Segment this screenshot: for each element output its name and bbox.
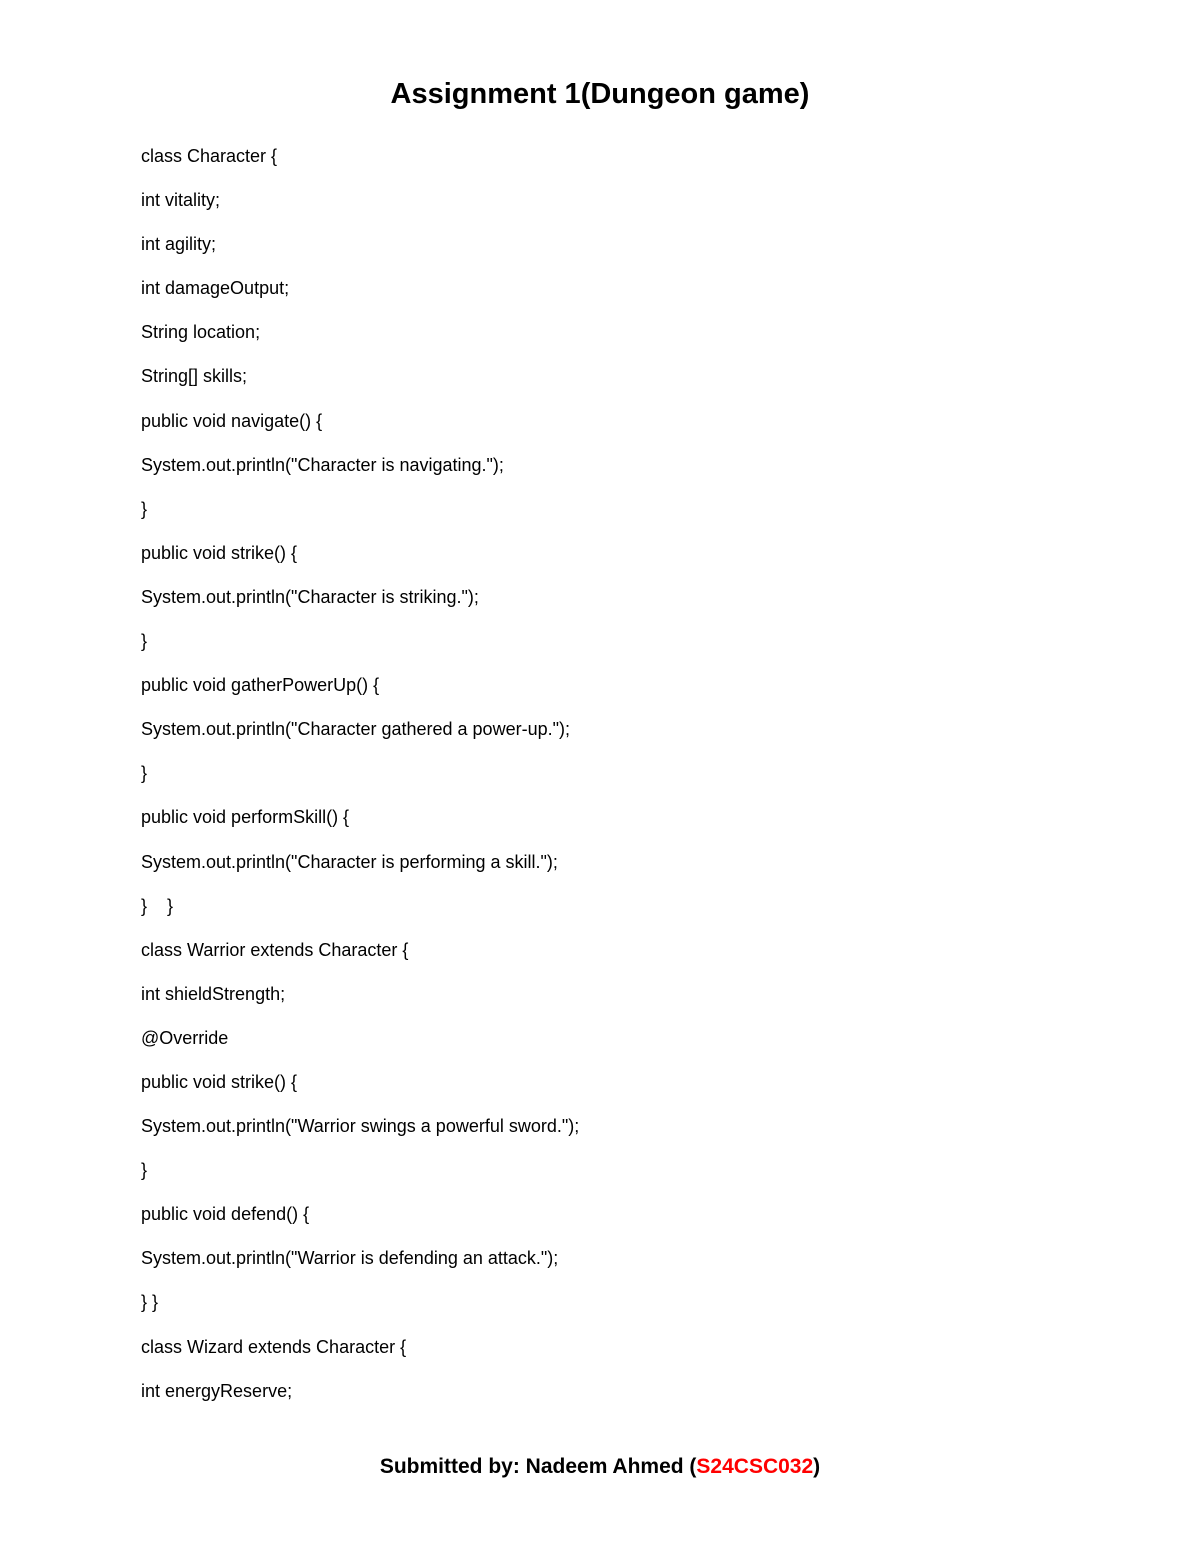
code-line: int damageOutput; [141, 278, 290, 299]
code-line: class Warrior extends Character { [141, 939, 409, 960]
footer-suffix: ) [813, 1455, 821, 1478]
code-line: int vitality; [141, 190, 221, 211]
code-listing [141, 134, 1101, 1413]
code-line: } } [141, 895, 174, 916]
code-line: @Override [141, 1027, 229, 1048]
code-line: System.out.println("Character is navigating."); [141, 454, 504, 475]
code-line: System.out.println("Warrior swings a powerful sword."); [141, 1116, 580, 1137]
code-line: } [141, 1160, 148, 1181]
code-line: public void gatherPowerUp() { [141, 675, 380, 696]
code-line: int agility; [141, 234, 217, 255]
code-line: class Wizard extends Character { [141, 1336, 407, 1357]
code-line: public void strike() { [141, 1071, 298, 1092]
code-line: public void performSkill() { [141, 807, 350, 828]
footer-prefix: Submitted by: Nadeem Ahmed ( [379, 1455, 697, 1478]
code-line: public void navigate() { [141, 410, 323, 431]
code-line: String[] skills; [141, 366, 248, 387]
code-line: System.out.println("Character gathered a power-up."); [141, 719, 570, 740]
code-line: } [141, 631, 148, 652]
code-line: public void defend() { [141, 1204, 310, 1225]
code-line: int energyReserve; [141, 1380, 293, 1401]
code-line: class Character { [141, 146, 278, 166]
code-line: int shieldStrength; [141, 983, 286, 1004]
code-line: } } [141, 1292, 159, 1313]
code-line: public void strike() { [141, 542, 298, 563]
code-line: String location; [141, 322, 261, 343]
code-line: System.out.println("Warrior is defending an attack."); [141, 1248, 559, 1269]
code-line: } [141, 763, 148, 784]
submission-footer [0, 1447, 1200, 1487]
student-id: S24CSC032 [696, 1455, 814, 1478]
code-line: System.out.println("Character is striking."); [141, 586, 479, 607]
code-line: } [141, 498, 148, 519]
code-line: System.out.println("Character is performing a skill."); [141, 851, 558, 872]
document-title: Assignment 1(Dungeon game) [390, 78, 810, 110]
